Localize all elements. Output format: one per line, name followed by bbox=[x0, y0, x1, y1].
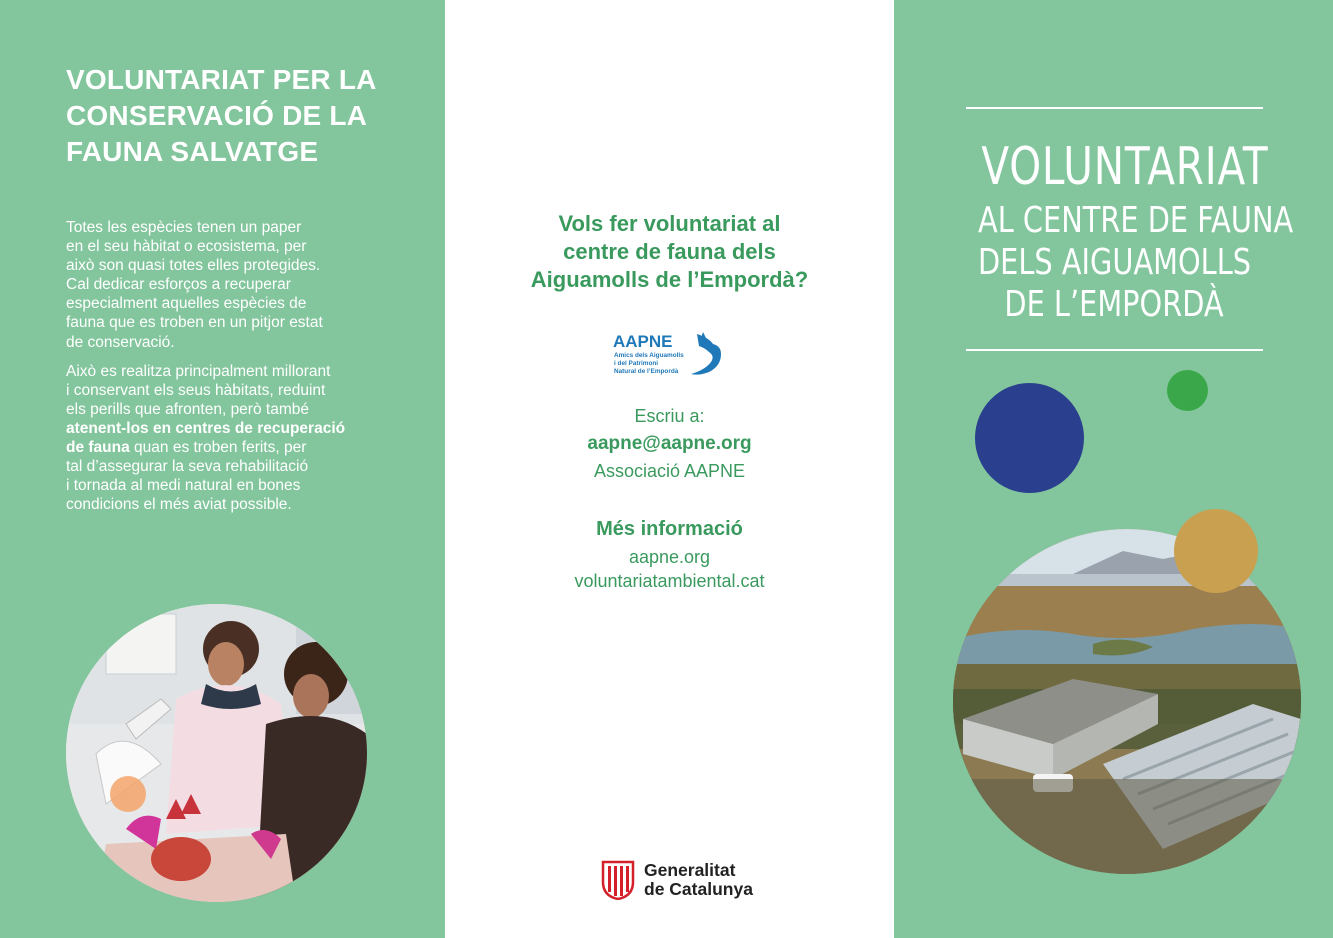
decorative-gold-circle bbox=[1174, 509, 1258, 593]
right-panel bbox=[894, 0, 1333, 938]
question-line: Aiguamolls de l’Empordà? bbox=[530, 267, 809, 292]
volunteers-photo bbox=[66, 604, 367, 902]
generalitat-line: Generalitat bbox=[644, 860, 736, 880]
voluntariat-website-link[interactable]: voluntariatambiental.cat bbox=[574, 571, 765, 591]
left-panel bbox=[0, 0, 445, 938]
generalitat-line: de Catalunya bbox=[644, 879, 753, 899]
paragraph-line: Totes les espècies tenen un paper bbox=[66, 219, 302, 236]
aapne-logo-sub: Natural de l’Empordà bbox=[614, 368, 679, 375]
paragraph-2 bbox=[66, 362, 396, 515]
left-title bbox=[66, 62, 426, 170]
paragraph-line: i tornada al medi natural en bones bbox=[66, 477, 301, 495]
left-title-line: CONSERVACIÓ DE LA bbox=[66, 100, 368, 131]
bold-text: atenent-los en centres de recuperació bbox=[66, 419, 346, 437]
volunteers-photo-illustration bbox=[66, 604, 367, 902]
aapne-logo-name: AAPNE bbox=[613, 332, 673, 351]
volunteer-question bbox=[445, 210, 894, 294]
paragraph-line: tal d’assegurar la seva rehabilitació bbox=[66, 458, 309, 476]
aapne-logo-sub: Amics dels Aiguamolls bbox=[614, 352, 684, 359]
decorative-blue-circle bbox=[975, 383, 1084, 493]
generalitat-name bbox=[644, 861, 753, 899]
paragraph-line-bold bbox=[66, 419, 396, 438]
wetland-center-illustration bbox=[953, 529, 1301, 874]
paragraph-line: especialment aquelles espècies de bbox=[66, 295, 307, 313]
bold-text: de fauna bbox=[66, 439, 130, 457]
cover-title-main: VOLUNTARIAT bbox=[981, 137, 1269, 197]
wetland-center-photo bbox=[953, 529, 1301, 874]
aapne-logo bbox=[613, 330, 725, 380]
more-info-heading: Més informació bbox=[596, 518, 743, 540]
aapne-logo-sub: i del Patrimoni bbox=[614, 360, 659, 367]
left-title-line: VOLUNTARIAT PER LA bbox=[66, 64, 377, 95]
left-body-text bbox=[66, 218, 396, 524]
association-name: Associació AAPNE bbox=[593, 461, 746, 481]
middle-panel bbox=[445, 0, 894, 938]
paragraph-1 bbox=[66, 218, 396, 352]
paragraph-line: i conservant els seus hàbitats, reduint bbox=[66, 381, 326, 399]
generalitat-logo bbox=[601, 858, 781, 902]
paragraph-line: això son quasi totes elles protegides. bbox=[66, 257, 321, 275]
question-line: Vols fer voluntariat al bbox=[558, 211, 781, 236]
left-title-line: FAUNA SALVATGE bbox=[66, 136, 319, 167]
senyera-shield-icon bbox=[601, 860, 635, 900]
aapne-logo-graphic bbox=[613, 330, 725, 380]
paragraph-line: en el seu hàbitat o ecosistema, per bbox=[66, 238, 307, 256]
decorative-green-circle bbox=[1167, 370, 1208, 411]
paragraph-line: Cal dedicar esforços a recuperar bbox=[66, 276, 291, 294]
cover-title-line: DELS AIGUAMOLLS bbox=[978, 242, 1252, 283]
cover-title-line: DE L’EMPORDÀ bbox=[1004, 284, 1224, 325]
paragraph-line: condicions el més aviat possible. bbox=[66, 496, 292, 514]
paragraph-line bbox=[66, 438, 396, 457]
paragraph-line: els perills que afronten, però també bbox=[66, 400, 309, 418]
question-line: centre de fauna dels bbox=[563, 239, 776, 264]
paragraph-line: de conservació. bbox=[66, 333, 175, 351]
paragraph-line: fauna que es troben en un pitjor estat bbox=[66, 314, 323, 332]
paragraph-line: Això es realitza principalment millorant bbox=[66, 362, 331, 380]
title-rule-top bbox=[966, 107, 1263, 109]
title-rule-bottom bbox=[966, 349, 1263, 351]
cover-title-line: AL CENTRE DE FAUNA bbox=[978, 200, 1294, 241]
contact-email-link[interactable]: aapne@aapne.org bbox=[587, 433, 752, 454]
regular-text: quan es troben ferits, per bbox=[129, 439, 307, 457]
cover-title bbox=[944, 134, 1294, 326]
aapne-website-link[interactable]: aapne.org bbox=[628, 547, 711, 567]
write-to-label: Escriu a: bbox=[634, 406, 705, 426]
